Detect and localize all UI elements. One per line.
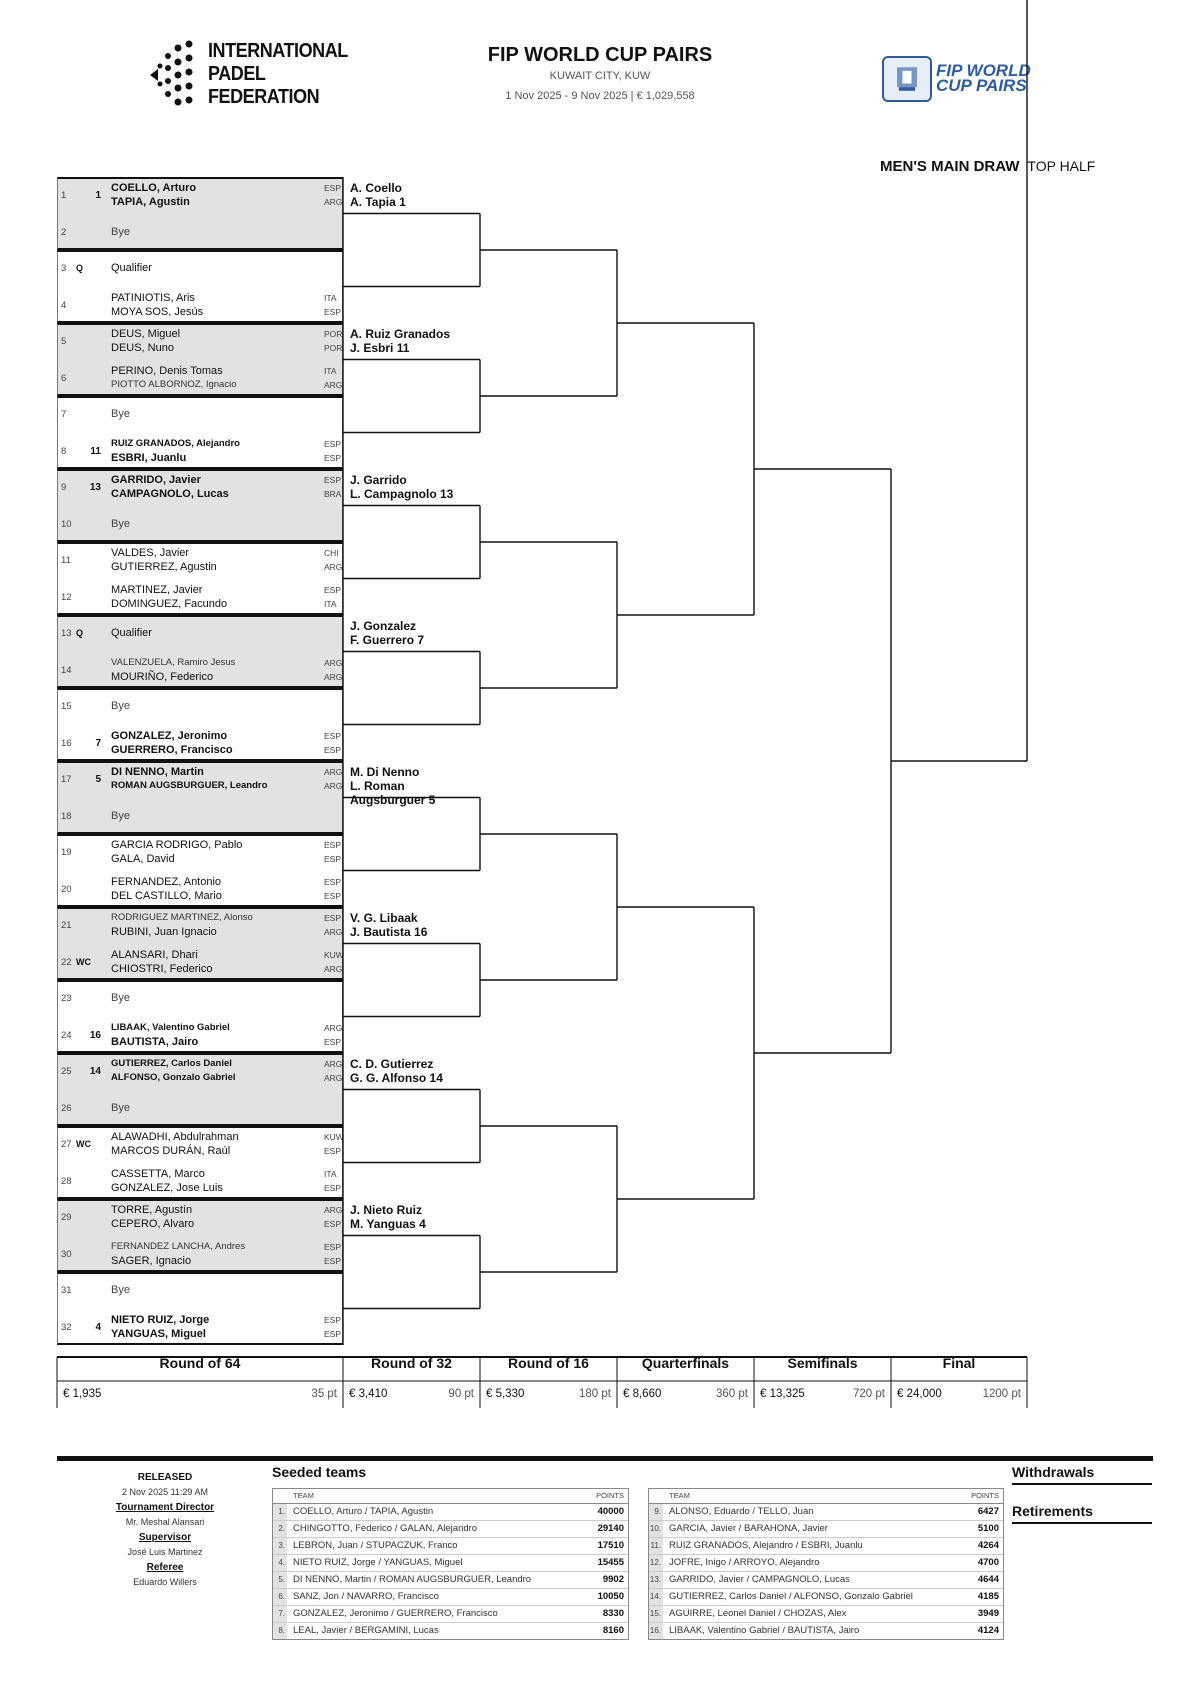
draw-position: 32 [61, 1321, 72, 1333]
player-name: PIOTTO ALBORNOZ, Ignacio [111, 378, 237, 390]
seeded-team-points: 15455 [597, 1557, 624, 1568]
nationality-code: ARG [324, 562, 343, 572]
bye-label: Bye [111, 1284, 130, 1296]
draw-position: 1 [61, 190, 67, 201]
draw-position: 13 [61, 628, 72, 639]
seeded-team-row [649, 1589, 1003, 1606]
referee-label: Referee [146, 1562, 184, 1573]
seeded-team-name: SANZ, Jon / NAVARRO, Francisco [293, 1591, 439, 1602]
bottom-divider [57, 1456, 1153, 1461]
player-name: GUTIERREZ, Agustin [111, 561, 217, 573]
draw-position: 14 [61, 664, 72, 676]
seeded-team-row [649, 1538, 1003, 1555]
round-of-32-winner [350, 1057, 460, 1085]
referee-name: Eduardo Willers [133, 1577, 197, 1587]
seeded-team-points: 8160 [602, 1625, 624, 1636]
entry-tag: WC [76, 1139, 91, 1149]
round-prize-money: € 3,410 [349, 1388, 388, 1400]
player-name: MOURIÑO, Federico [111, 670, 214, 683]
winner-name-line: L. Roman [350, 779, 405, 793]
draw-position: 17 [61, 774, 72, 785]
seeded-team-name: GUTIERREZ, Carlos Daniel / ALFONSO, Gonzalo Gabriel [669, 1591, 913, 1602]
seeded-table-left [272, 1488, 629, 1640]
player-name: PATINIOTIS, Aris [111, 291, 195, 304]
draw-position: 9 [61, 482, 67, 493]
seeded-team-name: AGUIRRE, Leonel Daniel / CHOZAS, Alex [669, 1608, 847, 1619]
nationality-code: ESP [324, 913, 342, 923]
nationality-code: ARG [324, 1059, 343, 1069]
seed-number: 11 [90, 445, 101, 457]
nationality-code: ESP [324, 306, 342, 317]
bye-label: Bye [111, 809, 130, 822]
nationality-code: ARG [324, 781, 343, 791]
seeded-table-header: TEAM POINTS [649, 1489, 1003, 1504]
seed-rank: 8. [273, 1623, 287, 1639]
player-name: BAUTISTA, Jairo [111, 1035, 199, 1048]
bye-label: Bye [111, 517, 130, 530]
player-name: VALDES, Javier [111, 547, 190, 559]
bye-label: Bye [111, 225, 130, 238]
seed-rank: 16. [649, 1623, 663, 1639]
draw-position: 26 [61, 1102, 72, 1114]
nationality-code: ITA [324, 365, 337, 376]
draw-position: 5 [61, 336, 67, 347]
player-name: GONZALEZ, Jose Luis [111, 1181, 223, 1194]
seeded-team-row [273, 1521, 628, 1538]
ipf-logo-text: INTERNATIONAL PADEL FEDERATION [208, 40, 348, 108]
seeded-team-row [649, 1572, 1003, 1589]
winner-name-line: J. Nieto Ruiz [350, 1203, 423, 1217]
round-points: 90 pt [448, 1388, 474, 1400]
round-prize-money: € 24,000 [897, 1388, 942, 1400]
seeded-team-name: LIBAAK, Valentino Gabriel / BAUTISTA, Jairo [669, 1625, 860, 1636]
player-name: RODRIGUEZ MARTINEZ, Alonso [111, 912, 253, 923]
seeded-team-row [273, 1538, 628, 1555]
winner-name-line: A. Coello [350, 181, 403, 195]
seeded-team-name: NIETO RUIZ, Jorge / YANGUAS, Miguel [293, 1557, 463, 1568]
winner-name-line: C. D. Gutierrez [350, 1057, 434, 1071]
seed-rank: 11. [649, 1538, 663, 1554]
tournament-location: KUWAIT CITY, KUW [549, 70, 651, 82]
seeded-team-points: 17510 [597, 1540, 624, 1551]
seed-rank: 15. [649, 1606, 663, 1622]
seed-number: 7 [95, 737, 101, 749]
nationality-code: POR [324, 329, 343, 339]
round-of-32-winner [350, 181, 460, 209]
round-of-32-winner [350, 911, 460, 939]
nationality-code: ESP [324, 1146, 342, 1156]
nationality-code: ESP [324, 1314, 342, 1325]
seeded-team-name: DI NENNO, Martin / ROMAN AUGSBURGUER, Leandro [293, 1574, 532, 1585]
seed-rank: 6. [273, 1589, 287, 1605]
seed-rank: 5. [273, 1572, 287, 1588]
draw-position: 30 [61, 1248, 72, 1260]
tournament-director-label: Tournament Director [115, 1502, 215, 1513]
player-name: GUTIERREZ, Carlos Daniel [111, 1058, 232, 1069]
nationality-code: ESP [324, 1219, 342, 1229]
seeded-team-points: 8330 [602, 1608, 624, 1619]
nationality-code: ARG [324, 671, 343, 682]
nationality-code: ARG [324, 1022, 343, 1033]
nationality-code: KUW [324, 1132, 344, 1142]
player-name: CAMPAGNOLO, Lucas [111, 488, 229, 500]
draw-position: 20 [61, 883, 72, 895]
player-name: MOYA SOS, Jesús [111, 305, 204, 318]
player-name: SAGER, Ignacio [111, 1254, 192, 1267]
winner-name-line: G. G. Alfonso 14 [350, 1071, 443, 1085]
draw-position: 2 [61, 226, 67, 238]
seed-rank: 13. [649, 1572, 663, 1588]
winner-name-line: A. Tapia 1 [350, 195, 406, 209]
seeded-team-name: COELLO, Arturo / TAPIA, Agustin [293, 1506, 434, 1517]
round-of-32-winner [350, 619, 460, 647]
seed-rank: 12. [649, 1555, 663, 1571]
nationality-code: ESP [324, 840, 342, 850]
round-of-32-winner [350, 1203, 460, 1231]
round-of-32-winner [350, 473, 460, 501]
seeded-table-right [648, 1488, 1004, 1640]
player-name: DEL CASTILLO, Mario [111, 889, 222, 902]
seeded-team-name: GARRIDO, Javier / CAMPAGNOLO, Lucas [669, 1574, 850, 1585]
winner-name-line: F. Guerrero 7 [350, 633, 425, 647]
round-name: Round of 32 [371, 1355, 452, 1371]
round-of-32-winner [350, 327, 460, 355]
qualifier-label: Qualifier [111, 627, 152, 639]
winner-name-line: A. Ruiz Granados [350, 327, 451, 341]
round-prize-money: € 13,325 [760, 1388, 805, 1400]
seeded-team-name: ALONSO, Eduardo / TELLO, Juan [669, 1506, 814, 1517]
player-name: TORRE, Agustín [111, 1204, 193, 1216]
seed-number: 1 [95, 190, 101, 201]
player-name: CASSETTA, Marco [111, 1167, 205, 1180]
seeded-table-header: TEAM POINTS [273, 1489, 628, 1504]
seed-rank: 9. [649, 1504, 663, 1520]
seeded-team-points: 29140 [597, 1523, 624, 1534]
seeded-team-row [273, 1606, 628, 1623]
nationality-code: ESP [324, 1328, 342, 1339]
bye-label: Bye [111, 1101, 130, 1114]
draw-position: 29 [61, 1212, 72, 1223]
draw-position: 27 [61, 1139, 72, 1150]
seeded-team-points: 4700 [977, 1557, 999, 1568]
seeded-team-name: GARCIA, Javier / BARAHONA, Javier [669, 1523, 828, 1534]
seeded-team-name: LEBRON, Juan / STUPACZUK, Franco [293, 1540, 458, 1551]
player-name: FERNANDEZ LANCHA, Andres [111, 1240, 246, 1252]
player-name: DEUS, Miguel [111, 328, 181, 340]
round-of-32-winner [350, 765, 460, 807]
nationality-code: CHI [324, 548, 339, 558]
round-prize-money: € 5,330 [486, 1388, 525, 1400]
winner-name-line: J. Esbri 11 [350, 341, 410, 355]
nationality-code: ESP [324, 876, 342, 887]
seed-number: 14 [89, 1066, 101, 1077]
winner-name-line: M. Di Nenno [350, 765, 420, 779]
seeded-team-name: JOFRE, Inigo / ARROYO, Alejandro [669, 1557, 820, 1568]
player-name: CEPERO, Alvaro [111, 1218, 195, 1230]
withdrawals-heading: Withdrawals [1012, 1464, 1152, 1485]
round-name: Final [942, 1355, 976, 1371]
nationality-code: ARG [324, 1073, 343, 1083]
player-name: DI NENNO, Martin [111, 766, 204, 778]
nationality-code: ARG [324, 197, 343, 207]
nationality-code: ESP [324, 183, 342, 193]
released-label: RELEASED [137, 1472, 193, 1483]
player-name: GALA, David [111, 853, 175, 865]
nationality-code: ARG [324, 1205, 343, 1215]
draw-position: 24 [61, 1029, 72, 1041]
player-name: ESBRI, Juanlu [111, 451, 187, 464]
player-name: NIETO RUIZ, Jorge [111, 1313, 210, 1326]
bye-label: Bye [111, 992, 130, 1004]
seeded-team-name: GONZALEZ, Jeronimo / GUERRERO, Francisco [293, 1608, 498, 1619]
nationality-code: ARG [324, 927, 343, 937]
player-name: GARCIA RODRIGO, Pablo [111, 839, 243, 851]
nationality-code: ESP [324, 452, 342, 463]
round-name: Round of 16 [508, 1355, 589, 1371]
nationality-code: BRA [324, 489, 342, 499]
seeded-team-points: 10050 [597, 1591, 624, 1602]
round-points: 35 pt [311, 1388, 337, 1400]
winner-name-line: J. Bautista 16 [350, 925, 428, 939]
seed-rank: 3. [273, 1538, 287, 1554]
retirements-heading: Retirements [1012, 1503, 1152, 1524]
player-name: LIBAAK, Valentino Gabriel [111, 1021, 230, 1033]
seeded-team-name: RUIZ GRANADOS, Alejandro / ESBRI, Juanlu [669, 1540, 863, 1551]
world-cup-logo-text: FIP WORLD CUP PAIRS [936, 61, 1031, 95]
seeded-team-row [649, 1555, 1003, 1572]
winner-name-line: J. Garrido [350, 473, 407, 487]
player-name: RUBINI, Juan Ignacio [111, 926, 217, 938]
seeded-team-row [649, 1521, 1003, 1538]
seeded-team-points: 3949 [977, 1608, 999, 1619]
round-name: Round of 64 [159, 1355, 241, 1371]
nationality-code: ESP [324, 475, 342, 485]
seeded-team-points: 40000 [597, 1506, 624, 1517]
seeded-team-row [273, 1555, 628, 1572]
player-name: PERINO, Denis Tomas [111, 364, 223, 377]
tournament-director-name: Mr. Meshal Alansari [125, 1517, 205, 1527]
draw-position: 22 [61, 956, 72, 968]
seeded-team-points: 6427 [977, 1506, 999, 1517]
entry-tag: Q [76, 628, 84, 638]
seed-rank: 14. [649, 1589, 663, 1605]
round-points: 180 pt [579, 1388, 611, 1400]
draw-position: 11 [61, 555, 71, 566]
player-name: GARRIDO, Javier [111, 474, 201, 486]
draw-position: 7 [61, 409, 67, 420]
tournament-title: FIP WORLD CUP PAIRS [487, 44, 713, 66]
draw-position: 18 [61, 810, 72, 822]
seeded-team-row [273, 1589, 628, 1606]
player-name: DEUS, Nuno [111, 342, 174, 354]
seeded-team-points: 4185 [977, 1591, 999, 1602]
nationality-code: ITA [324, 292, 337, 303]
seeded-team-row [273, 1572, 628, 1589]
player-name: ROMAN AUGSBURGUER, Leandro [111, 780, 268, 791]
winner-name-line: J. Gonzalez [350, 619, 417, 633]
nationality-code: ESP [324, 584, 342, 595]
draw-position: 8 [61, 445, 67, 457]
nationality-code: ITA [324, 598, 337, 609]
seeded-team-row [649, 1606, 1003, 1623]
player-name: MARCOS DURÁN, Raúl [111, 1145, 231, 1157]
nationality-code: ESP [324, 890, 342, 901]
draw-position: 6 [61, 372, 67, 384]
tournament-dates-prize: 1 Nov 2025 - 9 Nov 2025 | € 1,029,558 [505, 90, 695, 102]
bye-label: Bye [111, 700, 130, 712]
winner-name-line: M. Yanguas 4 [350, 1217, 426, 1231]
seeded-team-name: CHINGOTTO, Federico / GALAN, Alejandro [293, 1523, 478, 1534]
draw-position: 10 [61, 518, 72, 530]
seeded-team-points: 4124 [977, 1625, 999, 1636]
seeded-team-row [273, 1504, 628, 1521]
nationality-code: ESP [324, 854, 342, 864]
draw-position: 28 [61, 1175, 72, 1187]
player-name: FERNANDEZ, Antonio [111, 875, 222, 888]
draw-position: 23 [61, 993, 72, 1004]
nationality-code: ARG [324, 657, 343, 668]
draw-position: 12 [61, 591, 72, 603]
player-name: DOMINGUEZ, Facundo [111, 597, 228, 610]
qualifier-label: Qualifier [111, 262, 152, 274]
player-name: GUERRERO, Francisco [111, 743, 233, 756]
nationality-code: KUW [324, 949, 344, 960]
nationality-code: ITA [324, 1168, 337, 1179]
seed-rank: 7. [273, 1606, 287, 1622]
player-name: CHIOSTRI, Federico [111, 962, 213, 975]
seed-number: 5 [95, 774, 101, 785]
seeded-team-name: LEAL, Javier / BERGAMINI, Lucas [293, 1625, 439, 1636]
draw-part: TOP HALF [1027, 158, 1096, 174]
bye-label: Bye [111, 408, 130, 420]
released-datetime: 2 Nov 2025 11:29 AM [122, 1487, 208, 1497]
seeded-team-points: 4644 [977, 1574, 999, 1585]
draw-position: 3 [61, 263, 67, 274]
nationality-code: ARG [324, 963, 343, 974]
draw-name: MEN'S MAIN DRAW [880, 158, 1020, 175]
nationality-code: ESP [324, 1036, 342, 1047]
nationality-code: POR [324, 343, 343, 353]
draw-position: 15 [61, 701, 72, 712]
round-points: 1200 pt [982, 1388, 1021, 1400]
seed-rank: 10. [649, 1521, 663, 1537]
supervisor-label: Supervisor [138, 1532, 192, 1543]
nationality-code: ESP [324, 744, 342, 755]
winner-name-line: L. Campagnolo 13 [350, 487, 454, 501]
draw-position: 16 [61, 737, 72, 749]
round-prize-money: € 1,935 [63, 1388, 102, 1400]
draw-position: 4 [61, 299, 67, 311]
nationality-code: ESP [324, 1241, 342, 1252]
player-name: VALENZUELA, Ramiro Jesus [111, 656, 236, 668]
seeded-teams-title: Seeded teams [272, 1464, 367, 1480]
seeded-team-row [273, 1623, 628, 1639]
nationality-code: ESP [324, 1255, 342, 1266]
seeded-team-row [649, 1504, 1003, 1521]
winner-name-line: Augsburguer 5 [350, 793, 436, 807]
winner-name-line: V. G. Libaak [350, 911, 418, 925]
player-name: ALFONSO, Gonzalo Gabriel [111, 1072, 236, 1083]
seed-rank: 2. [273, 1521, 287, 1537]
player-name: RUIZ GRANADOS, Alejandro [111, 437, 240, 449]
round-points: 720 pt [853, 1388, 885, 1400]
nationality-code: ESP [324, 438, 342, 449]
supervisor-name: José Luis Martinez [127, 1547, 203, 1557]
seed-number: 13 [89, 482, 101, 493]
player-name: MARTINEZ, Javier [111, 583, 203, 596]
nationality-code: ESP [324, 730, 342, 741]
round-points: 360 pt [716, 1388, 748, 1400]
player-name: COELLO, Arturo [111, 182, 197, 194]
nationality-code: ARG [324, 379, 343, 390]
seed-rank: 4. [273, 1555, 287, 1571]
nationality-code: ESP [324, 1182, 342, 1193]
entry-tag: Q [76, 263, 84, 273]
player-name: ALANSARI, Dhari [111, 948, 198, 961]
player-name: ALAWADHI, Abdulrahman [111, 1131, 239, 1143]
draw-position: 31 [61, 1285, 72, 1296]
seeded-team-points: 9902 [602, 1574, 624, 1585]
draw-position: 25 [61, 1066, 72, 1077]
round-prize-money: € 8,660 [623, 1388, 662, 1400]
seeded-team-points: 4264 [977, 1540, 999, 1551]
nationality-code: ARG [324, 767, 343, 777]
draw-position: 21 [61, 920, 72, 931]
seed-number: 16 [89, 1029, 101, 1041]
seeded-team-points: 5100 [977, 1523, 999, 1534]
round-name: Quarterfinals [641, 1355, 730, 1371]
seed-rank: 1. [273, 1504, 287, 1520]
draw-position: 19 [61, 847, 72, 858]
player-name: TAPIA, Agustin [111, 196, 190, 208]
release-info [95, 1470, 235, 1590]
round-name: Semifinals [787, 1355, 858, 1371]
entry-tag: WC [76, 956, 91, 967]
player-name: YANGUAS, Miguel [111, 1327, 206, 1340]
seeded-team-row [649, 1623, 1003, 1639]
player-name: GONZALEZ, Jeronimo [111, 729, 228, 742]
seed-number: 4 [95, 1321, 101, 1333]
